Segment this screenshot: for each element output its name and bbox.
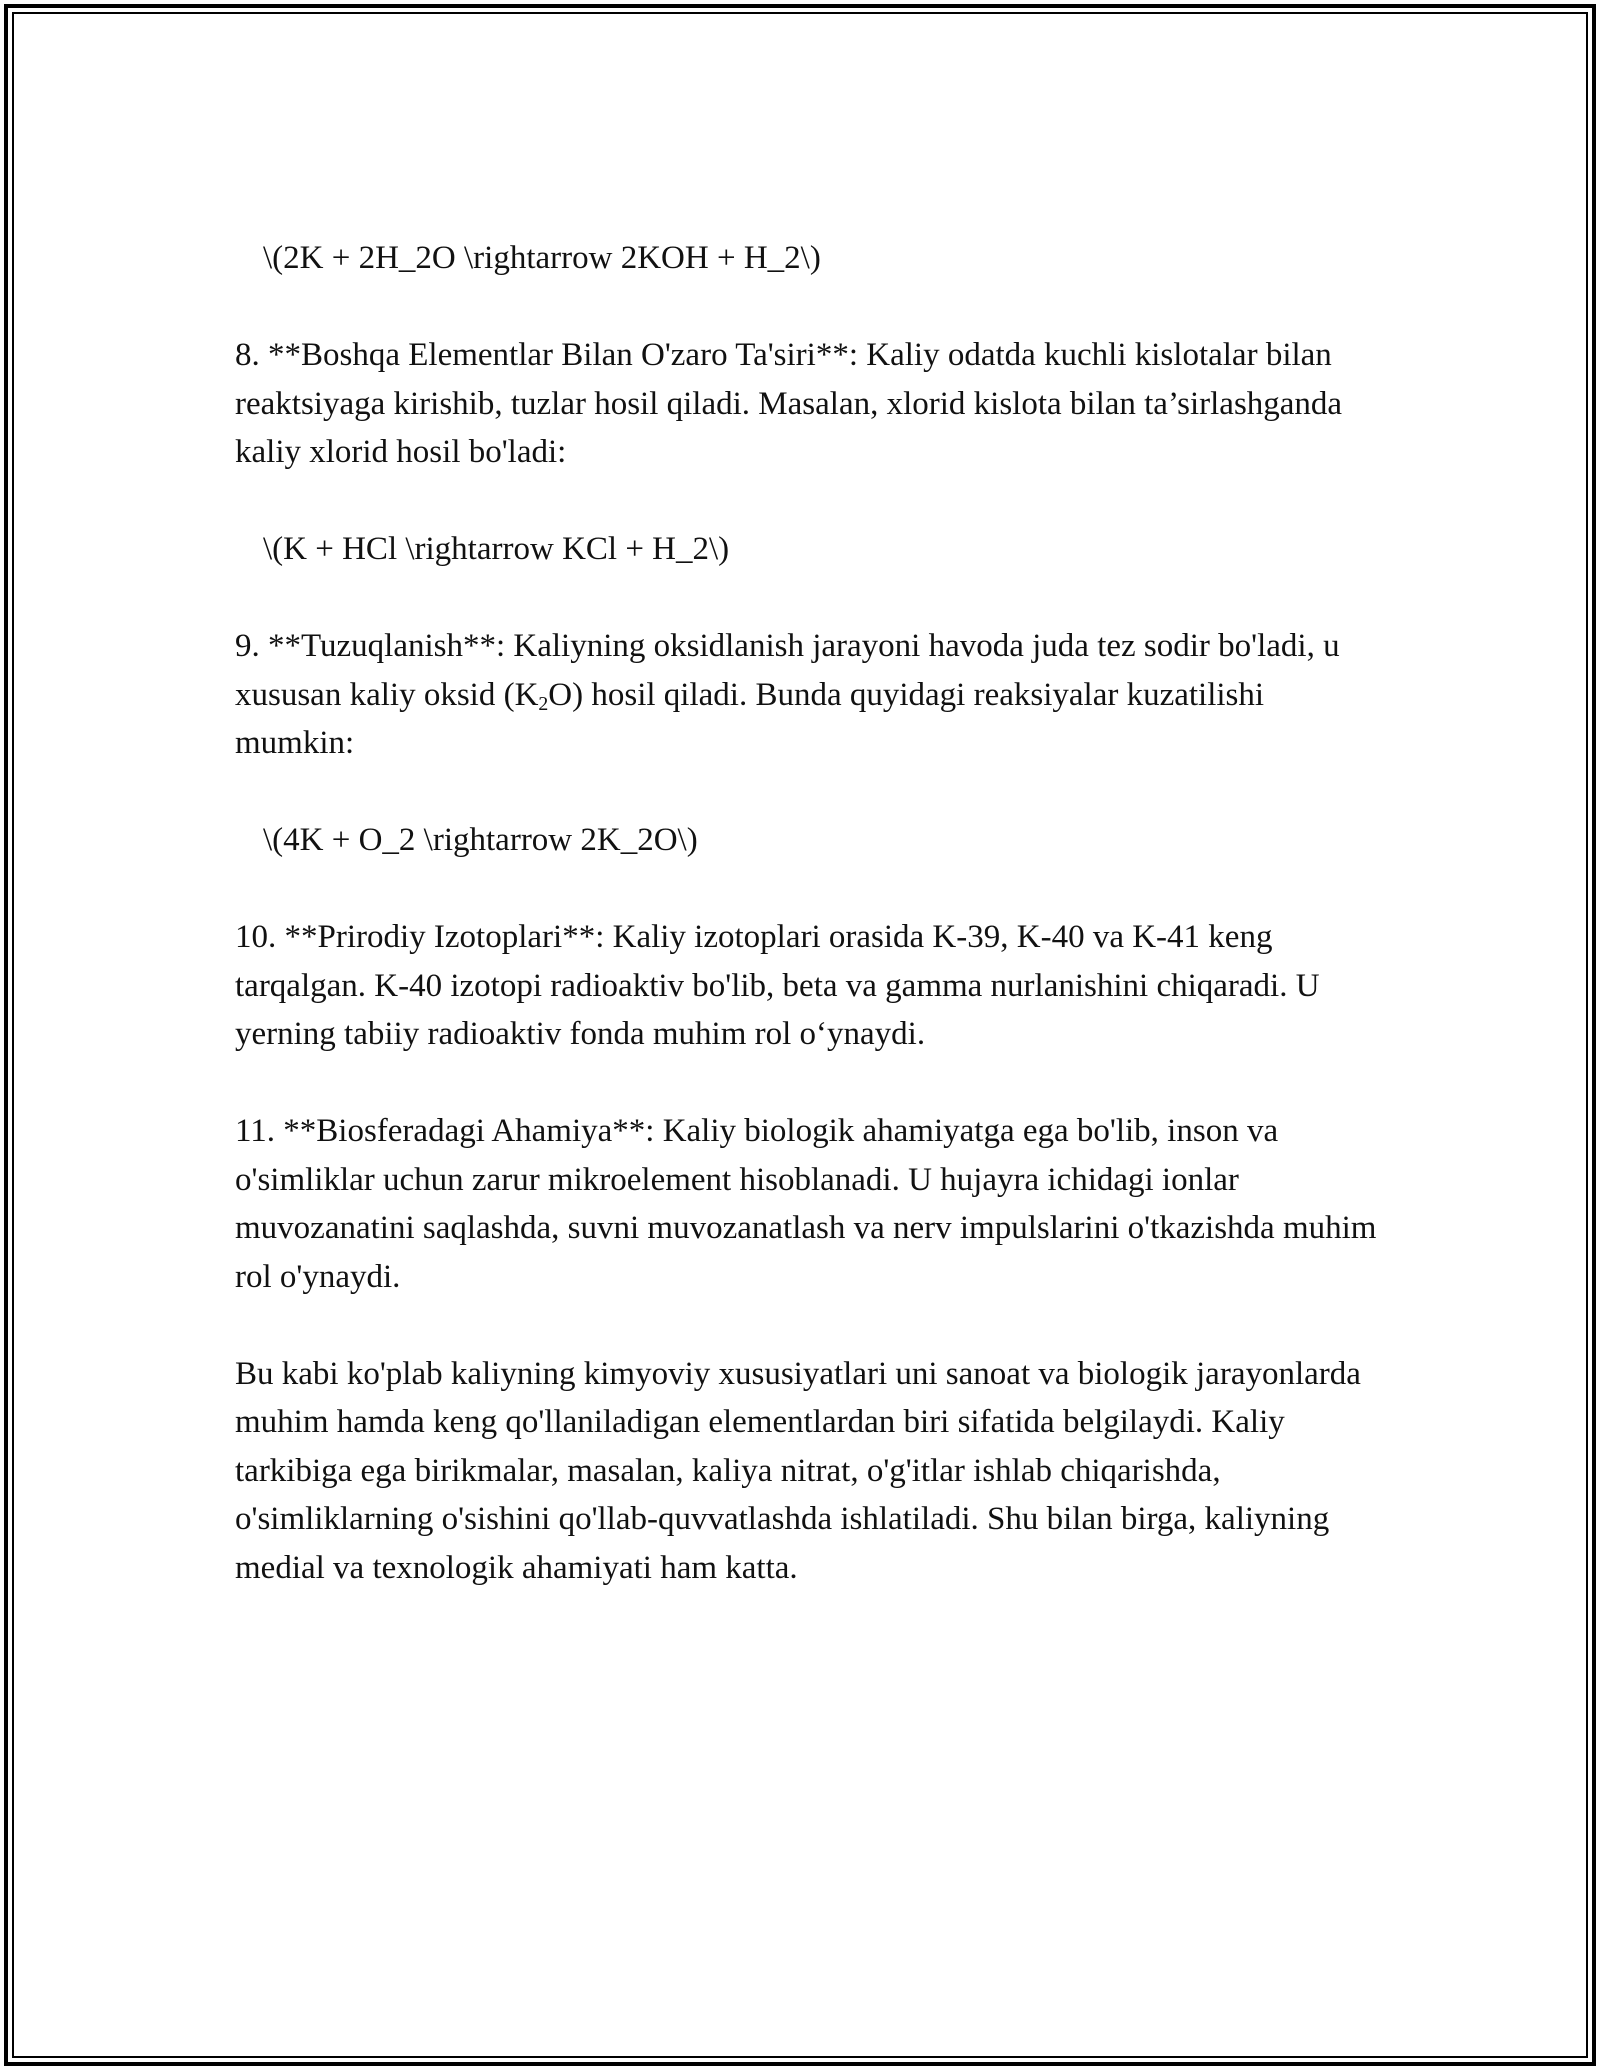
- paragraph-11-biosphere: 11. **Biosferadagi Ahamiya**: Kaliy biologik ahamiyatga ega bo'lib, inson va o'simliklar uchun zarur mikroelement hisoblanadi. U hujayra ichidagi ionlar muvozanatini saqlashda, suvni muvozanatlash va nerv impulslarini o'tkazishda muhim rol o'ynaydi.: [235, 1113, 1377, 1295]
- equation-potassium-hcl: \(K + HCl \rightarrow KCl + H_2\): [263, 531, 730, 567]
- equation-potassium-oxygen: \(4K + O_2 \rightarrow 2K_2O\): [263, 822, 698, 858]
- paragraph-9-text-after: O) hosil qiladi. Bunda quyidagi reaksiyalar kuzatilishi mumkin:: [235, 676, 1265, 761]
- paragraph-9-text-before: 9. **Tuzuqlanish**: Kaliyning oksidlanish jarayoni havoda juda tez sodir bo'ladi, u xususan kaliy oksid (K: [235, 628, 1340, 713]
- equation-potassium-water: \(2K + 2H_2O \rightarrow 2KOH + H_2\): [263, 240, 821, 276]
- paragraph-10-isotopes: 10. **Prirodiy Izotoplari**: Kaliy izotoplari orasida K-39, K-40 va K-41 keng tarqalgan. K-40 izotopi radioaktiv bo'lib, beta va gamma nurlanishini chiqaradi. U yerning tabiiy radioaktiv fonda muhim rol o‘ynaydi.: [235, 919, 1320, 1052]
- document-body: [235, 234, 1385, 1592]
- paragraph-8-interaction: 8. **Boshqa Elementlar Bilan O'zaro Ta'siri**: Kaliy odatda kuchli kislotalar bilan reaktsiyaga kirishib, tuzlar hosil qiladi. Masalan, xlorid kislota bilan ta’sirlashganda kaliy xlorid hosil bo'ladi:: [235, 337, 1343, 470]
- paragraph-conclusion: Bu kabi ko'plab kaliyning kimyoviy xususiyatlari uni sanoat va biologik jarayonlarda muhim hamda keng qo'llaniladigan elementlardan biri sifatida belgilaydi. Kaliy tarkibiga ega birikmalar, masalan, kaliya nitrat, o'g'itlar ishlab chiqarishda, o'simliklarning o'sishini qo'llab-quvvatlashda ishlatiladi. Shu bilan birga, kaliyning medial va texnologik ahamiyati ham katta.: [235, 1355, 1361, 1586]
- paragraph-9-oxidation: [235, 622, 1385, 768]
- paragraph-9-subscript: 2: [538, 692, 549, 715]
